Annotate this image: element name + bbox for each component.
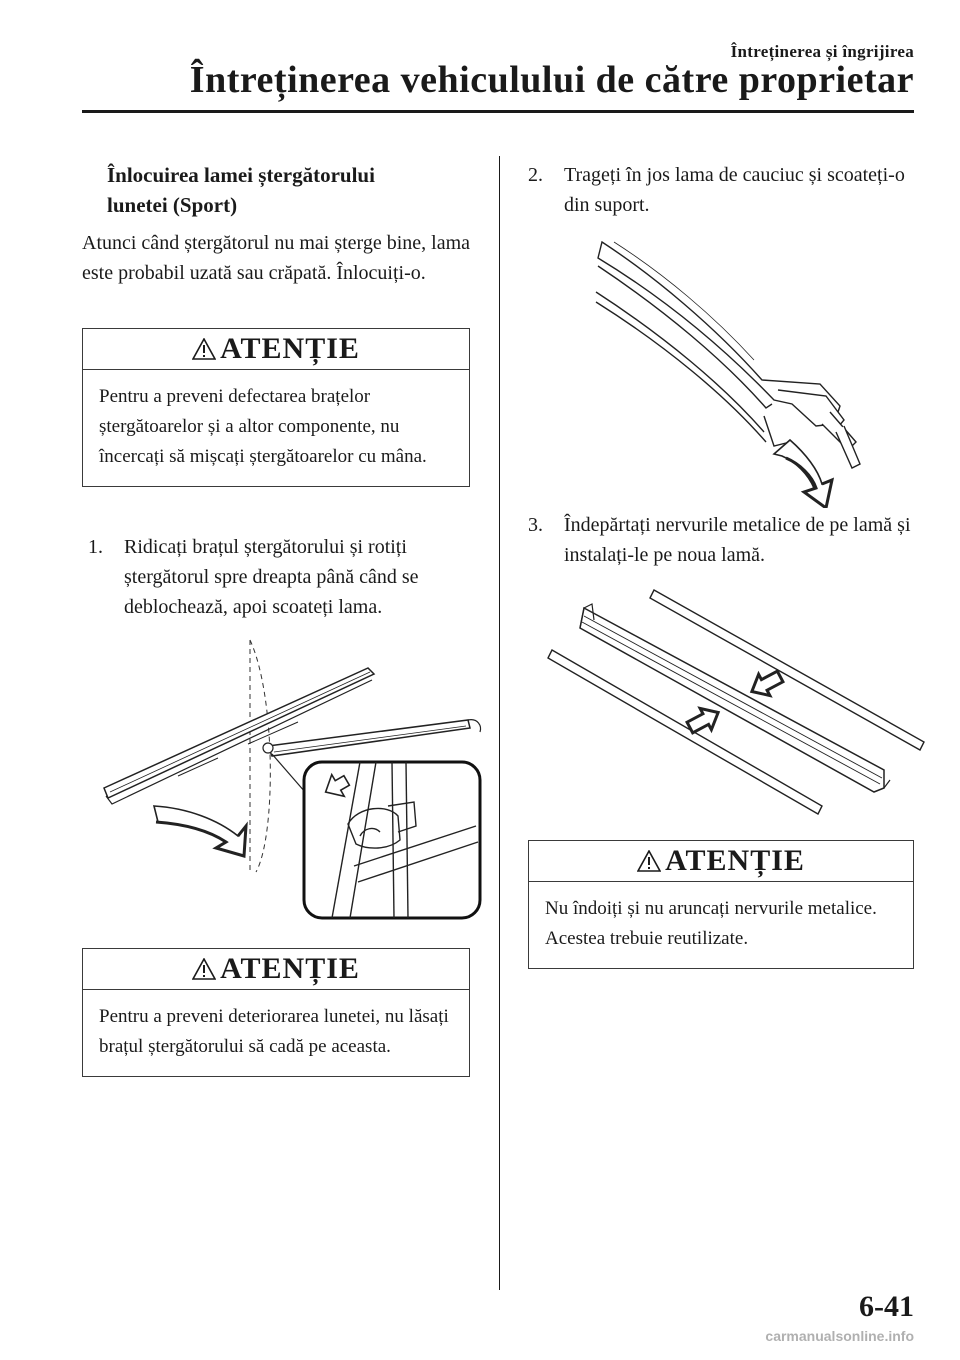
- figure-wiper-unlock: [98, 636, 484, 926]
- step-number: 2.: [528, 164, 543, 186]
- caution-text: Pentru a preveni deteriorarea lunetei, nu lăsați brațul ștergătorului să cadă pe aceasta.: [99, 1006, 449, 1057]
- caution-header: [83, 329, 469, 370]
- caution-title: ATENȚIE: [220, 332, 360, 365]
- step-2: [528, 160, 908, 220]
- section-title: [107, 160, 477, 220]
- caution-title: ATENȚIE: [220, 952, 360, 985]
- step-1: [88, 532, 468, 622]
- warning-triangle-icon: [637, 850, 661, 872]
- watermark: carmanualsonline.info: [765, 1328, 914, 1344]
- header-divider: [82, 110, 914, 113]
- step-number: 3.: [528, 514, 543, 536]
- caution-box-2: [82, 948, 470, 1077]
- running-header-section: Întreținerea și îngrijirea: [730, 42, 914, 61]
- step-3: [528, 510, 918, 570]
- warning-triangle-icon: [192, 338, 216, 360]
- section-title-line1: Înlocuirea lamei ștergătorului: [107, 163, 375, 187]
- page-number: 6-41: [859, 1290, 914, 1323]
- caution-box-3: [528, 840, 914, 969]
- caution-title: ATENȚIE: [665, 844, 805, 877]
- warning-triangle-icon: [192, 958, 216, 980]
- intro-paragraph: Atunci când ștergătorul nu mai șterge bine, lama este probabil uzată sau crăpată. Înlocuiți-o.: [82, 232, 471, 284]
- section-title-line2: lunetei (Sport): [107, 193, 238, 217]
- caution-box-1: [82, 328, 470, 487]
- step-number: 1.: [88, 536, 103, 558]
- column-divider: [499, 156, 500, 1290]
- step-text: Trageți în jos lama de cauciuc și scoateți-o din suport.: [564, 164, 905, 216]
- figure-pull-rubber: [594, 236, 870, 508]
- caution-header: [83, 949, 469, 990]
- figure-metal-stiffeners: [544, 584, 928, 816]
- step-text: Ridicați brațul ștergătorului și rotiți ștergătorul spre dreapta până când se deblochează, apoi scoateți lama.: [124, 536, 419, 618]
- caution-header: [529, 841, 913, 882]
- step-text: Îndepărtați nervurile metalice de pe lamă și instalați-le pe noua lamă.: [564, 514, 911, 566]
- page-title: Întreținerea vehiculului de către proprietar: [189, 59, 914, 101]
- caution-text: Pentru a preveni defectarea brațelor ștergătoarelor și a altor componente, nu încercați să mișcați ștergătoarelor cu mâna.: [99, 386, 427, 467]
- caution-text: Nu îndoiți și nu aruncați nervurile metalice. Acestea trebuie reutilizate.: [545, 898, 877, 949]
